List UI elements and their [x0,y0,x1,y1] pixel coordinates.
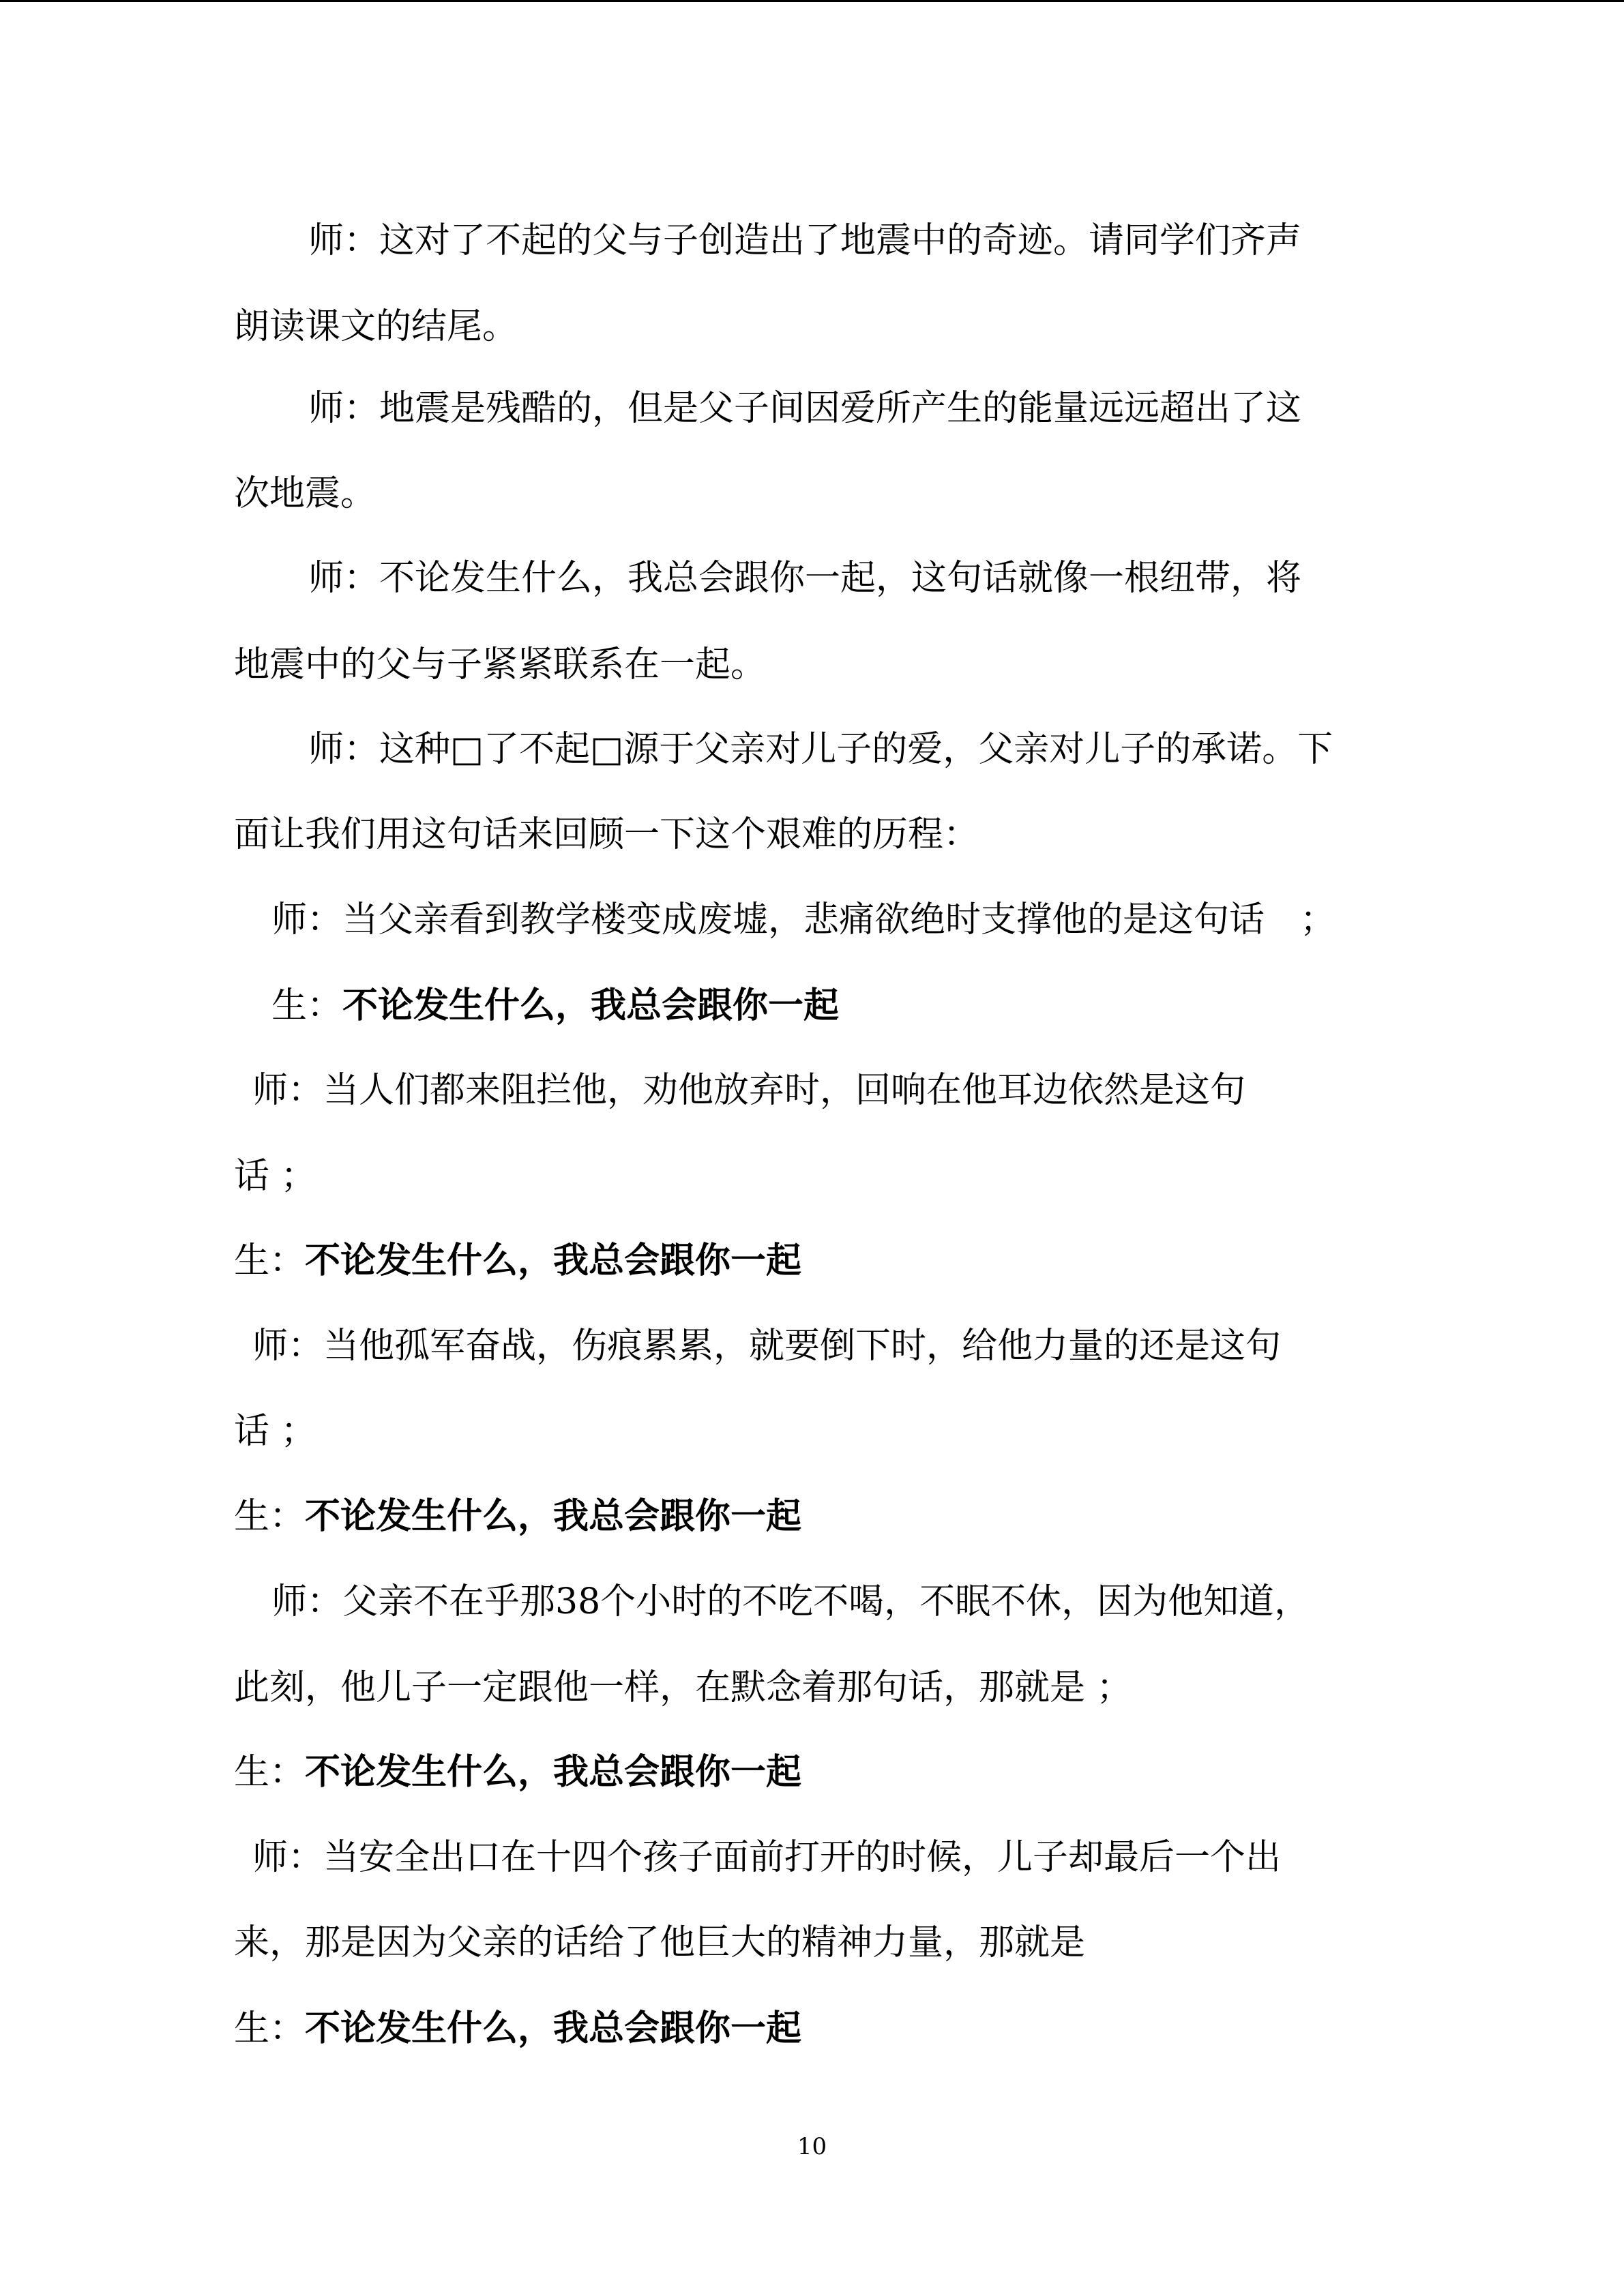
line-text: 朗读课文的结尾。 [234,306,518,347]
speaker-label: 师： [308,388,380,429]
line-text: 话 ； [234,1156,316,1197]
page-number: 10 [797,2133,827,2160]
paragraph-line [234,1407,316,1455]
speaker-label: 生： [234,1240,306,1281]
response-text: 不论发生什么，我总会跟你一起 [342,985,840,1026]
student-response-line [234,1493,801,1540]
speaker-label: 生： [234,1752,306,1793]
line-text: 不论发生什么，我总会跟你一起，这句话就像一根纽带，将 [379,558,1302,599]
speaker-label: 生： [234,1496,306,1537]
speaker-label: 师： [308,558,380,599]
student-response-line [271,982,839,1030]
paragraph-line [308,217,1301,265]
speaker-label: 生： [271,985,343,1026]
paragraph-line [234,303,518,351]
student-response-line [234,2005,801,2053]
paragraph-line [234,1664,1132,1712]
response-text: 不论发生什么，我总会跟你一起 [305,1751,802,1793]
line-text: 地震中的父与子紧紧联系在一起。 [234,644,767,685]
line-text: 话 ； [234,1411,316,1452]
line-text: 当安全出口在十四个孩子面前打开的时候，儿子却最后一个出 [323,1837,1282,1878]
speaker-label: 师： [308,729,380,770]
paragraph-line [271,896,1335,944]
paragraph-line [234,1919,1085,1967]
response-text: 不论发生什么，我总会跟你一起 [305,1495,802,1537]
speaker-label: 生： [234,2008,306,2049]
line-text: 地震是残酷的，但是父子间因爱所产生的能量远远超出了这 [379,388,1302,429]
speaker-label: 师： [252,1326,324,1367]
speaker-label: 师： [271,899,343,940]
student-response-line [234,1237,801,1285]
paragraph-line [308,726,1333,773]
paragraph-line [308,385,1301,432]
speaker-label: 师： [252,1070,324,1111]
paragraph-line [252,1322,1281,1370]
line-text: 当父亲看到教学楼变成废墟，悲痛欲绝时支撑他的是这句话 ； [342,899,1336,940]
line-text: 父亲不在乎那38个小时的不吃不喝，不眠不休，因为他知道， [342,1581,1310,1622]
line-text: 来，那是因为父亲的话给了他巨大的精神力量，那就是 [234,1922,1086,1963]
response-text: 不论发生什么，我总会跟你一起 [305,1240,802,1281]
line-text: 当他孤军奋战，伤痕累累，就要倒下时，给他力量的还是这句 [323,1326,1282,1367]
paragraph-line [308,554,1301,602]
paragraph-line [234,811,979,859]
speaker-label: 师： [252,1837,324,1878]
paragraph-line [252,1834,1281,1881]
line-text: 面让我们用这句话来回顾一下这个艰难的历程： [234,814,979,855]
speaker-label: 师： [271,1581,343,1622]
paragraph-line [234,1152,316,1200]
student-response-line [234,1748,801,1796]
paragraph-line [234,641,766,689]
paragraph-line [252,1067,1245,1114]
paragraph-line [234,470,376,518]
speaker-label: 师： [308,220,380,261]
paragraph-line [271,1578,1310,1626]
line-text: 这对了不起的父与子创造出了地震中的奇迹。请同学们齐声 [379,220,1302,261]
response-text: 不论发生什么，我总会跟你一起 [305,2008,802,2049]
line-text: 这种□了不起□源于父亲对儿子的爱，父亲对儿子的承诺。下 [379,729,1333,770]
line-text: 当人们都来阻拦他，劝他放弃时，回响在他耳边依然是这句 [323,1070,1246,1111]
line-text: 次地震。 [234,473,377,514]
line-text: 此刻，他儿子一定跟他一样，在默念着那句话，那就是 ； [234,1667,1132,1708]
